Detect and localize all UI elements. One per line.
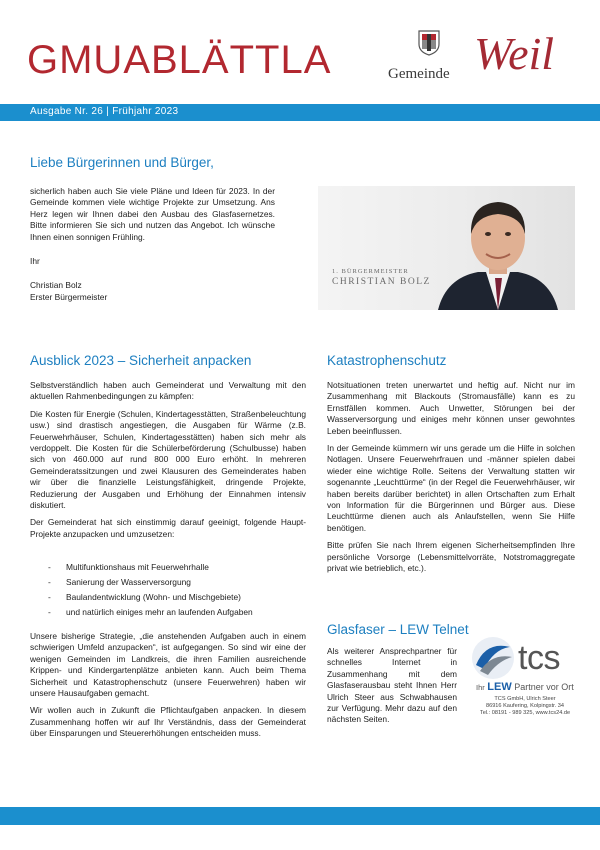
ausblick-intro xyxy=(30,380,306,546)
tcs-wordmark: tcs xyxy=(518,639,560,677)
greeting-heading: Liebe Bürgerinnen und Bürger, xyxy=(30,155,214,170)
portrait-caption-name: CHRISTIAN BOLZ xyxy=(332,277,431,287)
ausblick-paragraph: Wir wollen auch in Zukunft die Pflichtaufgaben anpacken. In diesem Zusammenhang hoffen wir auf Ihr Verständnis, dass der Gemeinderat über Einsparungen und Steuererhöhungen entscheiden muss. xyxy=(30,705,306,739)
ausblick-paragraph: Die Kosten für Energie (Schulen, Kindertagesstätten, Straßenbeleuchtung usw.) sind drastisch angestiegen, die Ausgaben für Wärme (z.B. Feuerwehrhäuser, Schulen, Kindertagesstätten) haben sich mehr als verdoppelt. Die Kosten für die Schülerbeförderung (Schulbusse) haben sich von 460.000 auf rund 800 000 Euro erhöht. In mehreren Gemeinderatssitzungen und zwei Klausuren des Gemeinderates haben wir über die finanzielle Leistungsfähigkeit, dringende Projekte, Reduzierung der Ausgaben und Erhöhung der Einnahmen intensiv diskutiert. xyxy=(30,408,306,511)
gemeinde-weil-logo xyxy=(388,26,583,86)
ausblick-paragraph: Selbstverständlich haben auch Gemeinderat und Verwaltung mit den aktuellen Rahmenbedingungen zu kämpfen: xyxy=(30,380,306,402)
issue-bar xyxy=(0,104,600,121)
portrait-illustration xyxy=(318,186,575,310)
footer-bar xyxy=(0,807,600,825)
list-item xyxy=(48,590,253,605)
tcs-address-line: TCS GmbH, Ulrich Steer xyxy=(494,696,556,702)
issue-info: Ausgabe Nr. 26 | Frühjahr 2023 xyxy=(30,106,179,117)
list-item-text: Sanierung der Wasserversorgung xyxy=(66,577,191,587)
katastrophenschutz-heading: Katastrophenschutz xyxy=(327,353,447,368)
portrait-caption-title: 1. BÜRGERMEISTER xyxy=(332,268,409,275)
list-item xyxy=(48,575,253,590)
katastrophenschutz-paragraph: Bitte prüfen Sie nach Ihrem eigenen Sicherheitsempfinden Ihre persönliche Vorsorge (Lebensmittelvorräte, Notstromaggregate privat wie betrieblich, etc.). xyxy=(327,540,575,574)
list-item xyxy=(48,560,253,575)
list-item-text: Baulandentwicklung (Wohn- und Mischgebiete) xyxy=(66,592,241,602)
list-dash: - xyxy=(48,577,51,587)
masthead xyxy=(0,0,600,104)
signatory-name: Christian Bolz xyxy=(30,280,82,290)
greeting-body: sicherlich haben auch Sie viele Pläne und Ideen für 2023. In der Gemeinde kommen viele wichtige Projekte zur Umsetzung. Ans Herz legen wir Ihnen dabei den Ausbau des Glasfasernetzes. Bitte informieren Sie sich und nutzen das Angebot. Ich wünsche Ihnen einen sonnigen Frühling. xyxy=(30,186,275,242)
signatory-role: Erster Bürgermeister xyxy=(30,292,108,302)
tcs-swoosh-icon xyxy=(470,635,516,681)
ausblick-outro xyxy=(30,631,306,746)
partner-brand: LEW xyxy=(487,681,512,693)
ausblick-paragraph: Unsere bisherige Strategie, „die anstehenden Aufgaben auch in einem schwierigen Umfeld anzupacken“, ist aufgegangen. So sind wir eine der wenigen Gemeinden im Landkreis, die ihren Familien ausreichende Krippen- und Kindergartenplätze anbieten kann. Auch beim Thema Sicherheit und Katastrophenschutz (unsere Feuerwehren) haben wir unsere Hausaufgaben gemacht. xyxy=(30,631,306,699)
glasfaser-heading: Glasfaser – LEW Telnet xyxy=(327,622,469,637)
portrait-caption xyxy=(332,268,431,287)
tcs-logo xyxy=(466,633,584,717)
katastrophenschutz-body xyxy=(327,380,575,581)
tcs-partner-line xyxy=(476,681,574,693)
katastrophenschutz-paragraph: In der Gemeinde kümmern wir uns gerade um die Hilfe in solchen Notlagen. Unsere Feuerwehrfrauen und -männer spielen dabei wieder eine wichtige Rolle. Seitens der Verwaltung statten wir sogenannte „Leuchttürme“ (in der Regel die Feuerwehrhäuser, wir haben bereits darüber berichtet) in allen Ortschaften zum Erhalt von Information für die Bürgerinnen und Bürger aus. Diese Leuchttürme dienen auch als Anlaufstellen, wenn Sie Hilfe benötigen. xyxy=(327,443,575,533)
list-dash: - xyxy=(48,592,51,602)
ausblick-paragraph: Der Gemeinderat hat sich einstimmig darauf geeinigt, folgende Haupt-Projekte anzupacken und umzusetzen: xyxy=(30,517,306,539)
partner-suffix: Partner vor Ort xyxy=(514,682,574,692)
project-list xyxy=(48,560,253,620)
logo-weil-text: Weil xyxy=(474,28,555,79)
partner-prefix: Ihr xyxy=(476,683,485,692)
list-dash: - xyxy=(48,562,51,572)
logo-gemeinde-text: Gemeinde xyxy=(388,66,450,82)
ausblick-heading: Ausblick 2023 – Sicherheit anpacken xyxy=(30,353,252,368)
newsletter-title: GMUABLÄTTLA xyxy=(27,38,332,82)
tcs-address xyxy=(466,696,584,717)
crest-icon xyxy=(418,30,440,56)
list-item xyxy=(48,605,253,620)
glasfaser-body: Als weiterer Ansprechpartner für schnelles Internet in Zusammenhang mit dem Glasfaserausbau steht Ihnen Herr Ulrich Steer aus Schwabhausen zur Verfügung. Mehr dazu auf den nächsten Seiten. xyxy=(327,646,457,725)
tcs-address-line: 86916 Kaufering, Kolpingstr. 34 xyxy=(485,703,565,709)
mayor-portrait xyxy=(318,186,575,310)
tcs-address-line: Tel.: 08191 - 989 325, www.tcs24.de xyxy=(479,710,571,716)
katastrophenschutz-paragraph: Notsituationen treten unerwartet und heftig auf. Nicht nur im Zusammenhang mit Blackouts (Stromausfälle) kann es zu Ernstfällen kommen. Auch Unwetter, Störungen bei der Wasserversorgung und einiges mehr können unser gewohntes Leben beeinflussen. xyxy=(327,380,575,436)
list-dash: - xyxy=(48,607,51,617)
list-item-text: Multifunktionshaus mit Feuerwehrhalle xyxy=(66,562,209,572)
list-item-text: und natürlich einiges mehr an laufenden Aufgaben xyxy=(66,607,253,617)
greeting-closing: Ihr xyxy=(30,256,40,266)
